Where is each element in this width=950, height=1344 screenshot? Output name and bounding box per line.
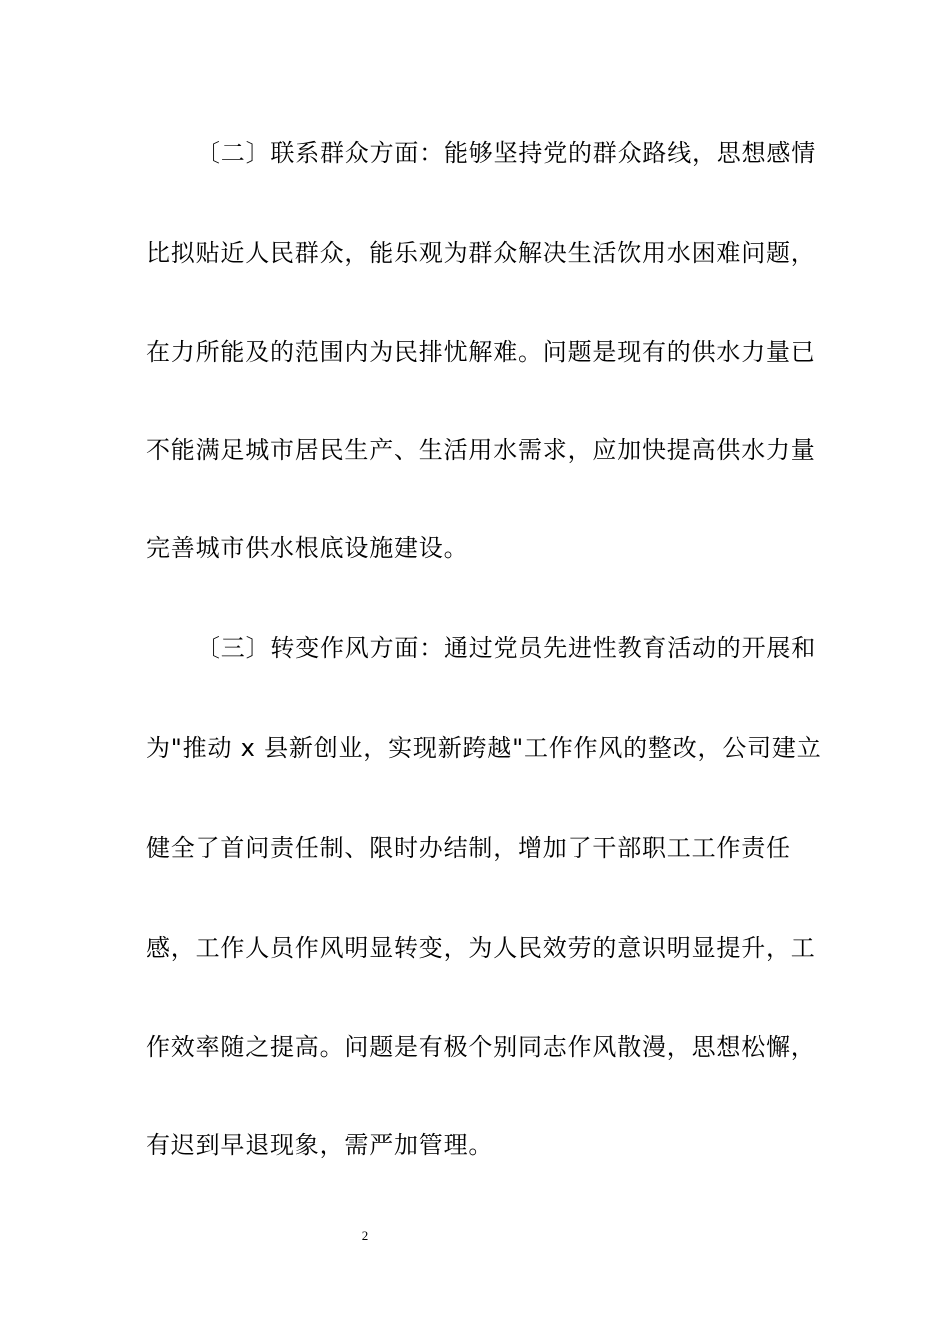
paragraph-1-line-2: 比拟贴近人民群众，能乐观为群众解决生活饮用水困难问题， [146, 239, 816, 267]
paragraph-2-line-3: 健全了首问责任制、限时办结制，增加了干部职工工作责任 [146, 834, 791, 862]
paragraph-2-line-1: 〔三〕转变作风方面：通过党员先进性教育活动的开展和 [196, 634, 816, 662]
paragraph-2-line-2: 为"推动 x 县新创业，实现新跨越"工作作风的整改，公司建立 [146, 734, 822, 762]
page-number: 2 [361, 1228, 369, 1243]
paragraph-1-line-4: 不能满足城市居民生产、生活用水需求，应加快提高供水力量 [146, 436, 816, 464]
paragraph-1-line-3: 在力所能及的范围内为民排忧解难。问题是现有的供水力量已 [146, 338, 816, 366]
paragraph-2-line-6: 有迟到早退现象，需严加管理。 [146, 1131, 494, 1159]
paragraph-1-line-1: 〔二〕联系群众方面：能够坚持党的群众路线，思想感情 [196, 139, 816, 167]
paragraph-1-line-5: 完善城市供水根底设施建设。 [146, 534, 469, 562]
paragraph-2-line-4: 感，工作人员作风明显转变，为人民效劳的意识明显提升，工 [146, 934, 816, 962]
paragraph-2-line-5: 作效率随之提高。问题是有极个别同志作风散漫，思想松懈， [146, 1033, 816, 1061]
